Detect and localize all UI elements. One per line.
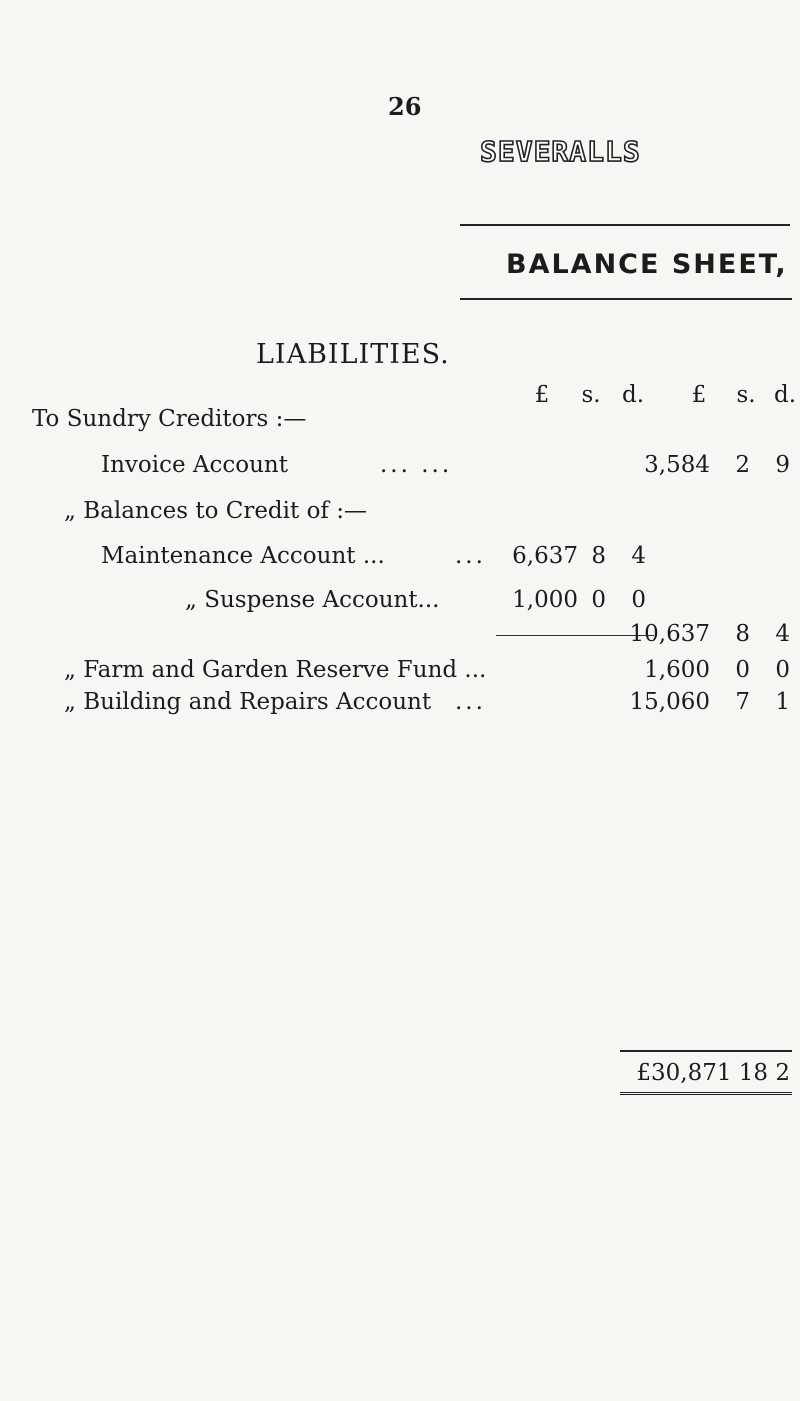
suspense-account-label: „ Suspense Account...	[185, 587, 440, 613]
total-rule-bottom	[620, 1092, 792, 1095]
maintenance-account-shillings: 8	[591, 543, 606, 569]
balances-credit-label: „ Balances to Credit of :—	[64, 498, 367, 524]
suspense-account-pence: 0	[631, 587, 646, 613]
title-rule-bottom	[460, 298, 792, 300]
building-repairs-shillings: 7	[735, 689, 750, 715]
suspense-account-pounds: 1,000	[512, 587, 578, 613]
outer-pounds-header: £	[691, 382, 707, 408]
outer-pence-header: d.	[773, 382, 797, 408]
invoice-account-dots: ... ...	[380, 452, 453, 478]
organisation-title: SEVERALLS	[480, 135, 641, 168]
balances-subtotal-pounds: 10,637	[629, 621, 710, 647]
maintenance-account-pounds: 6,637	[512, 543, 578, 569]
sundry-creditors-label: To Sundry Creditors :—	[32, 406, 307, 432]
total-rule-top	[620, 1050, 792, 1052]
farm-garden-fund-label: „ Farm and Garden Reserve Fund ...	[64, 657, 487, 683]
maintenance-account-dots: ...	[455, 543, 486, 569]
maintenance-account-pence: 4	[631, 543, 646, 569]
page-number: 26	[388, 92, 422, 121]
inner-pounds-header: £	[534, 382, 550, 408]
maintenance-account-label: Maintenance Account ...	[101, 543, 385, 569]
building-repairs-dots: ...	[455, 689, 486, 715]
invoice-account-shillings: 2	[735, 452, 750, 478]
balances-subtotal-pence: 4	[775, 621, 790, 647]
building-repairs-label: „ Building and Repairs Account	[64, 689, 432, 715]
building-repairs-pence: 1	[775, 689, 790, 715]
suspense-account-shillings: 0	[591, 587, 606, 613]
sheet-title: BALANCE SHEET,	[506, 249, 788, 280]
title-rule-top	[460, 224, 790, 226]
balances-subtotal-shillings: 8	[735, 621, 750, 647]
inner-pence-header: d.	[621, 382, 645, 408]
invoice-account-label: Invoice Account	[101, 452, 288, 478]
farm-garden-fund-pence: 0	[775, 657, 790, 683]
farm-garden-fund-pounds: 1,600	[644, 657, 710, 683]
invoice-account-pence: 9	[775, 452, 790, 478]
grand-total: £30,871 18 2	[636, 1060, 790, 1086]
building-repairs-pounds: 15,060	[629, 689, 710, 715]
invoice-account-pounds: 3,584	[644, 452, 710, 478]
farm-garden-fund-shillings: 0	[735, 657, 750, 683]
outer-shillings-header: s.	[736, 382, 756, 408]
section-title: LIABILITIES.	[256, 339, 450, 370]
inner-shillings-header: s.	[581, 382, 601, 408]
